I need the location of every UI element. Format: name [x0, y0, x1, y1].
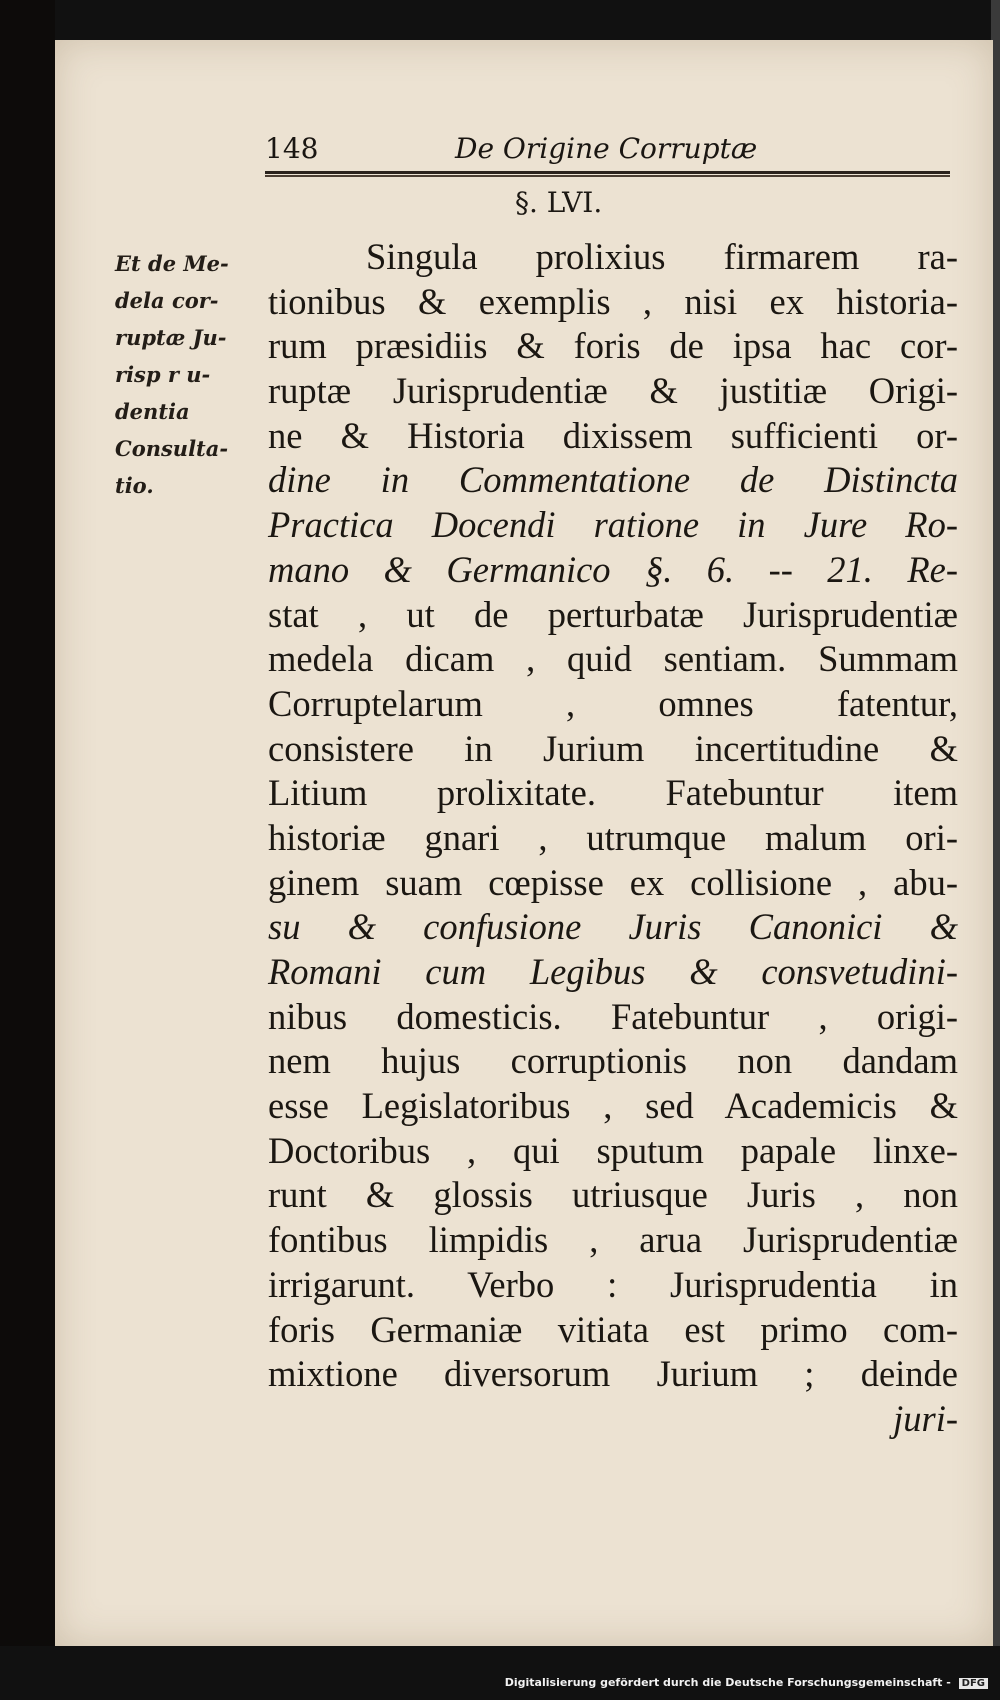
- text-line: Corruptelarum , omnes fatentur,: [268, 682, 958, 724]
- header-rule: [265, 171, 950, 177]
- text-line: ruptæ Jurisprudentiæ & justitiæ Origi-: [268, 370, 958, 412]
- text-line: Practica Docendi ratione in Jure Ro-: [268, 504, 958, 546]
- text-line: foris Germaniæ vitiata est primo com-: [268, 1308, 958, 1350]
- text-line: nibus domesticis. Fatebuntur , origi-: [268, 995, 958, 1037]
- text-line: mano & Germanico §. 6. -- 21. Re-: [268, 548, 958, 590]
- margin-note: [115, 245, 275, 504]
- body-text: [268, 235, 958, 1442]
- text-line: irrigarunt. Verbo : Jurisprudentia in: [268, 1263, 958, 1305]
- text-line: fontibus limpidis , arua Jurisprudentiæ: [268, 1219, 958, 1261]
- margin-note-line: ruptæ Ju-: [115, 325, 227, 350]
- margin-note-line: tio.: [115, 473, 154, 498]
- scan-border-left: [0, 0, 55, 1700]
- digitization-credit: [505, 1676, 988, 1689]
- text-line: medela dicam , quid sentiam. Summam: [268, 638, 958, 680]
- margin-note-line: Consulta-: [115, 436, 229, 461]
- scan-border-top: [0, 0, 1000, 40]
- text-line: Doctoribus , qui sputum papale linxe-: [268, 1129, 958, 1171]
- text-line: Singula prolixius firmarem ra-: [366, 236, 958, 277]
- margin-note-line: Et de Me-: [115, 251, 229, 276]
- text-line: stat , ut de perturbatæ Jurisprudentiæ: [268, 593, 958, 635]
- text-line: esse Legislatoribus , sed Academicis &: [268, 1085, 958, 1127]
- text-line: runt & glossis utriusque Juris , non: [268, 1174, 958, 1216]
- text-line: Litium prolixitate. Fatebuntur item: [268, 772, 958, 814]
- margin-note-line: dela cor-: [115, 288, 219, 313]
- text-line: consistere in Jurium incertitudine &: [268, 727, 958, 769]
- page-header: [265, 122, 955, 166]
- text-line: ginem suam cœpisse ex collisione , abu-: [268, 861, 958, 903]
- credit-text: Digitalisierung gefördert durch die Deutsche Forschungsgemeinschaft -: [504, 1676, 951, 1689]
- text-line: historiæ gnari , utrumque malum ori-: [268, 816, 958, 858]
- margin-note-line: risp r u-: [115, 362, 211, 387]
- page-number: 148: [265, 132, 319, 165]
- margin-note-line: dentia: [115, 399, 190, 424]
- text-line: rum præsidiis & foris de ipsa hac cor-: [268, 325, 958, 367]
- dfg-logo: DFG: [959, 1678, 988, 1689]
- text-line: ne & Historia dixissem sufficienti or-: [268, 414, 958, 456]
- catchword: juri-: [893, 1397, 958, 1439]
- text-line: dine in Commentatione de Distincta: [268, 459, 958, 501]
- text-line: mixtione diversorum Jurium ; deinde: [268, 1353, 958, 1395]
- text-line: tionibus & exemplis , nisi ex historia-: [268, 280, 958, 322]
- scan-border-bottom: [0, 1646, 1000, 1700]
- text-line: su & confusione Juris Canonici &: [268, 906, 958, 948]
- text-line: Romani cum Legibus & consvetudini-: [268, 951, 958, 992]
- text-line: nem hujus corruptionis non dandam: [268, 1040, 958, 1082]
- section-heading: §. LVI.: [515, 186, 603, 219]
- running-title: De Origine Corruptæ: [455, 132, 758, 165]
